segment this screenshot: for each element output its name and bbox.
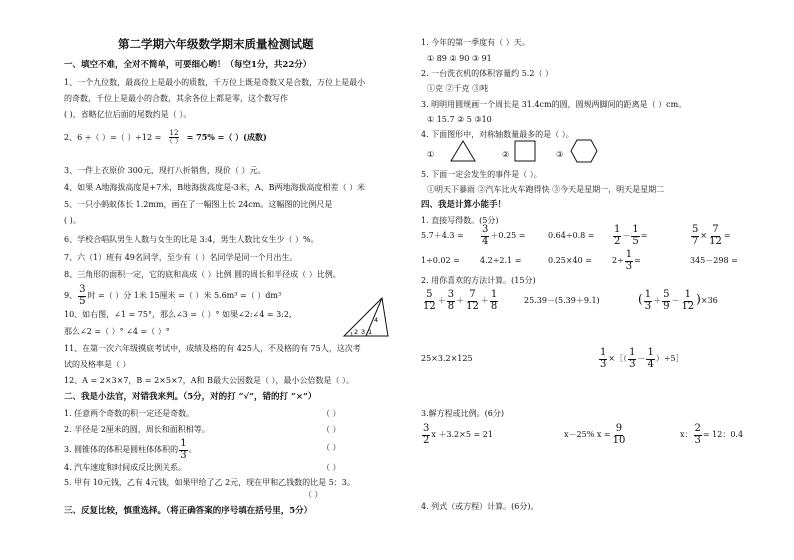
judge-q1: 1. 任意两个奇数的积一定还是奇数。 bbox=[64, 409, 195, 418]
q1-line1: 1、一个九位数，最高位上是最小的质数，千万位上既是奇数又是合数，万位上是最小 bbox=[64, 78, 366, 87]
equation-3: x： $\frac{2}{3}$ = 12：0.4 bbox=[680, 423, 744, 446]
choice-q3-options: ① 15.7 ② 5 ③10 bbox=[427, 115, 492, 124]
calc-r1-c1: 5.7＋4.3 = bbox=[421, 231, 464, 240]
choice-q1-options: ① 89 ② 90 ③ 91 bbox=[427, 54, 492, 63]
choice-q2: 2. 一台洗衣机的体积容量约 5.2（ ） bbox=[421, 69, 553, 78]
tri-label-4: 4 bbox=[374, 316, 379, 324]
q4-line: 4、如果 A地海拔高度是+7米，B地海拔高度是-3米，A、B两地海拔高度相差（ ）米 bbox=[64, 183, 366, 192]
calc-r1-c5: $\frac{5}{7}$ × $\frac{7}{12}$ = bbox=[692, 224, 731, 247]
expr-3: ( $\frac{1}{3}$ ＋ $\frac{5}{9}$ － $\frac{1}{12}$ )×36 bbox=[638, 289, 718, 312]
calc-r1-c3: 0.64÷0.8 = bbox=[548, 231, 595, 240]
q2-fraction: $\frac{12}{( )}$ bbox=[165, 129, 183, 146]
q2-part-a: 2、6 ÷（ ）=（ ）÷12 = bbox=[64, 132, 162, 142]
calc-part4-header: 4. 列式（或方程）计算。(6分)。 bbox=[421, 502, 539, 511]
q9-line: 9、 $\frac{3}{5}$ 时 =（ ）分 1米 15厘米 =（ ）米 5.6m³ =（ ）dm³ bbox=[64, 284, 282, 307]
q9-fraction: $\frac{3}{5}$ bbox=[79, 284, 86, 307]
q12-line: 12、A = 2×3×7，B = 2×5×7，A和 B最大公因数是（ ），最小公倍数是（ ）。 bbox=[64, 376, 355, 385]
tri-label-1: 1 bbox=[368, 328, 373, 336]
triangle-shape-icon bbox=[450, 140, 476, 162]
calc-r1-c4: $\frac{1}{2}$ － $\frac{1}{5}$ = bbox=[614, 224, 648, 247]
q2-line bbox=[64, 130, 267, 146]
judge-q5: 5. 甲有 10元钱，乙有 4元钱，如果甲给了乙 2元，现在甲和乙钱数的比是 5：3。 bbox=[64, 478, 355, 487]
judge-q1-answer[interactable]: （ ） bbox=[322, 409, 341, 418]
angle-triangle-figure bbox=[338, 296, 394, 340]
expr-5: $\frac{1}{3}$ ×［（ $\frac{1}{3}$ － $\frac{1}{4}$ ）÷5］ bbox=[600, 347, 684, 370]
judge-q5-answer[interactable]: （ ） bbox=[304, 490, 323, 499]
shape-option-3-label: ③ bbox=[556, 150, 564, 159]
square-shape-icon bbox=[514, 140, 536, 162]
q8-line: 8、三角形的面积一定，它的底和高成（ ）比例 圆的周长和半径成（ ）比例。 bbox=[64, 270, 341, 279]
q1-line2: 的奇数，千位上是最小的合数，其余各位上都是零，这个数写作 bbox=[64, 94, 288, 103]
equation-2: x－25% x = $\frac{9}{10}$ bbox=[564, 423, 626, 446]
choice-q4: 4. 下面图形中，对称轴数量最多的是（ ）。 bbox=[421, 130, 574, 139]
choice-q5-options: ①明天下暴雨 ②汽车比火车跑得快 ③今天是星期一，明天是星期二 bbox=[427, 185, 665, 194]
equation-1: $\frac{3}{2}$ x ＋3.2×5 = 21 bbox=[423, 423, 493, 446]
shape-option-2-label: ② bbox=[502, 150, 510, 159]
q11-line2: 试的及格率是（ ） bbox=[64, 360, 131, 369]
page-title: 第二学期六年级数学期末质量检测试题 bbox=[118, 37, 314, 51]
section3-header: 三、反复比较，慎重选择。（将正确答案的序号填在括号里，5分） bbox=[64, 506, 313, 516]
q2-part-b: = 75% =（ ）(成数) bbox=[186, 131, 267, 142]
calc-r2-c1: 1÷0.02 = bbox=[421, 256, 460, 265]
expr-1: $\frac{5}{12}$ ＋ $\frac{3}{8}$ ＋ $\frac{7}{12}$ ＋ $\frac{1}{8}$ bbox=[423, 289, 498, 312]
calc-r2-c4: 2÷ $\frac{1}{3}$ = bbox=[612, 249, 641, 272]
hexagon-shape-icon bbox=[570, 139, 598, 163]
calc-part3-header: 3.解方程或比例。(6分) bbox=[421, 409, 504, 418]
judge-q3-answer[interactable]: （ ） bbox=[322, 443, 341, 452]
choice-q5: 5. 下面一定会发生的事件是（ ）。 bbox=[421, 170, 542, 179]
expr-2: 25.39－(5.39＋9.1) bbox=[524, 296, 600, 305]
judge-q4-answer[interactable]: （ ） bbox=[322, 463, 341, 472]
judge-q3-fraction: $\frac{1}{3}$ bbox=[180, 438, 187, 461]
expr-4: 25×3.2×125 bbox=[421, 354, 473, 363]
calc-r2-c2: 4.2÷2.1 = bbox=[480, 256, 522, 265]
judge-q2-answer[interactable]: （ ） bbox=[322, 425, 341, 434]
choice-q2-options: ①克 ②千克 ③吨 bbox=[427, 84, 489, 93]
section4-header: 四、我是计算小能手！ bbox=[421, 200, 507, 210]
calc-part1-header: 1. 直接写得数。(5分) bbox=[421, 216, 499, 225]
tri-label-2: 2 bbox=[354, 328, 359, 336]
q11-line1: 11、在第一次六年级摸底考试中，成绩及格的有 425人，不及格的有 75人，这次考 bbox=[64, 344, 361, 353]
q6-line: 6、学校合唱队男生人数与女生的比是 3:4，男生人数比女生少（ ）%。 bbox=[64, 235, 319, 244]
judge-q3: 3. 圆锥体的体积是圆柱体体积的 $\frac{1}{3}$ 。 bbox=[64, 438, 197, 461]
choice-q1: 1. 今年的第一季度有（ ）天。 bbox=[421, 38, 530, 47]
tri-label-3: 3 bbox=[361, 328, 366, 336]
calc-r2-c3: 0.25×40 = bbox=[548, 256, 592, 265]
choice-q3: 3. 明明用圆规画一个周长是 31.4cm的圆，圆规两脚间的距离是（ ）cm。 bbox=[421, 100, 687, 109]
q5-line2: ( )。 bbox=[64, 216, 81, 225]
q5-line1: 5、一只小蚂蚁体长 1.2mm，画在了一幅图上长 24cm。这幅图的比例尺是 bbox=[64, 200, 333, 209]
judge-q2: 2. 半径是 2厘米的圆，周长和面积相等。 bbox=[64, 425, 210, 434]
calc-r2-c5: 345－298 = bbox=[690, 256, 738, 265]
q7-line: 7、六（1）班有 49名同学，至少有（ ）名同学是同一个月出生。 bbox=[64, 253, 298, 262]
section2-header: 二、我是小法官，对错我来判。（5分，对的打 “√”，错的打 “×”） bbox=[64, 392, 317, 402]
q10-line2: 那么∠2 =（ ）° ∠4 =（ ）° bbox=[64, 327, 170, 336]
q3-line: 3、一件上衣原价 300元，现打八折销售，现价（ ）元。 bbox=[64, 166, 266, 175]
judge-q4: 4. 汽车速度和时间成反比例关系。 bbox=[64, 463, 187, 472]
shape-option-1-label: ① bbox=[427, 150, 435, 159]
q1-line3: ( )，省略亿位后面的尾数约是（ ）。 bbox=[64, 110, 192, 119]
calc-part2-header: 2. 用你喜欢的方法计算。(15分) bbox=[421, 276, 536, 285]
calc-r1-c2: $\frac{3}{4}$ ＋0.25 = bbox=[482, 224, 526, 247]
section1-header: 一、填空不难，全对不简单，可要细心哟！（每空1分，共22分） bbox=[64, 60, 312, 70]
q10-line1: 10、如右图，∠1 = 75°，那么∠3 =（ ）° 如果∠2:∠4 = 3:2, bbox=[64, 310, 292, 319]
